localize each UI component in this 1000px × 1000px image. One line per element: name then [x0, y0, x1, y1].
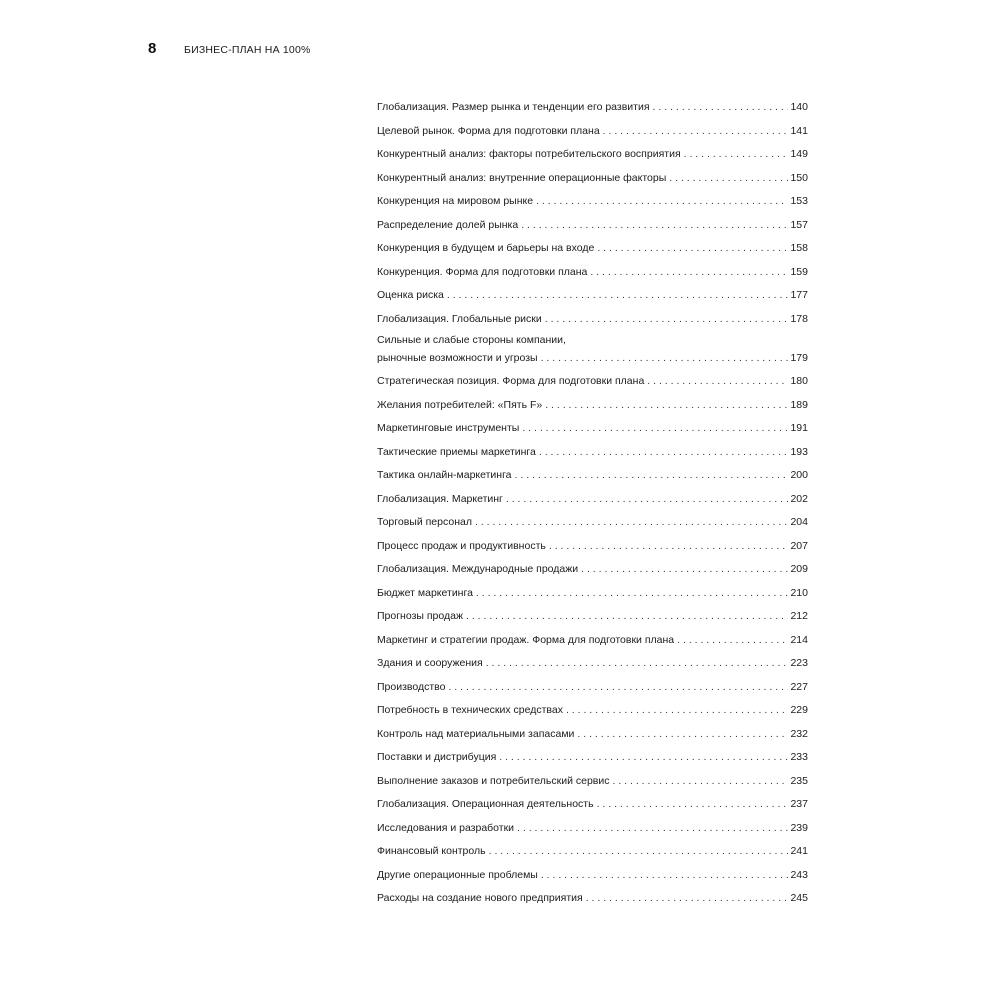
toc-entry-line [377, 676, 808, 700]
toc-entry [377, 331, 808, 370]
dot-leader [549, 535, 789, 559]
toc-entry [377, 723, 808, 747]
dot-leader [566, 699, 789, 723]
toc-entry-title: Торговый персонал [377, 516, 472, 528]
toc-entry-page-number: 241 [790, 845, 808, 857]
toc-entry-line [377, 120, 808, 144]
toc-entry-page-number: 200 [790, 469, 808, 481]
dot-leader [541, 864, 789, 888]
dot-leader [486, 652, 789, 676]
dot-leader [684, 143, 789, 167]
toc-entry-line [377, 96, 808, 120]
toc-entry [377, 605, 808, 629]
toc-entry-line [377, 261, 808, 285]
toc-entry-page-number: 227 [790, 680, 808, 693]
toc-entry-title: Оценка риска [377, 289, 444, 301]
toc-entry-line [377, 746, 808, 770]
toc-entry-line [377, 582, 808, 606]
dot-leader [466, 605, 788, 629]
toc-entry-page-number: 243 [790, 868, 808, 881]
dot-leader [475, 511, 789, 535]
toc-entry-line [377, 864, 808, 888]
dot-leader [489, 840, 789, 864]
toc-entry [377, 629, 808, 653]
toc-entry [377, 746, 808, 770]
toc-entry [377, 652, 808, 676]
dot-leader [499, 746, 788, 770]
toc-entry [377, 120, 808, 144]
toc-entry-line [377, 793, 808, 817]
toc-entry-title: Потребность в технических средствах [377, 704, 563, 716]
toc-entry-page-number: 232 [790, 727, 808, 740]
toc-entry-page-number: 140 [790, 101, 808, 113]
toc-entry [377, 261, 808, 285]
toc-entry-title: Процесс продаж и продуктивность [377, 539, 546, 552]
toc-entry-title: Маркетинг и стратегии продаж. Форма для подготовки плана [377, 633, 675, 646]
dot-leader [545, 308, 789, 332]
running-head [148, 40, 311, 60]
toc-entry [377, 793, 808, 817]
toc-entry-page-number: 158 [790, 242, 808, 254]
dot-leader [597, 237, 788, 261]
toc-entry-title: Распределение долей рынка [377, 218, 519, 231]
toc-entry-title: Маркетинговые инструменты [377, 422, 520, 434]
dot-leader [476, 582, 789, 606]
dot-leader [612, 770, 788, 794]
toc-entry [377, 370, 808, 394]
toc-entry-page-number: 159 [790, 265, 808, 278]
dot-leader [590, 261, 788, 285]
toc-entry-title: Тактика онлайн-маркетинга [377, 469, 512, 481]
toc-entry-line [377, 535, 808, 559]
toc-entry-page-number: 245 [790, 892, 808, 904]
dot-leader [517, 817, 788, 841]
table-of-contents [377, 96, 808, 911]
toc-entry-title: Финансовый контроль [377, 845, 486, 857]
toc-entry-title: рыночные возможности и угрозы [377, 351, 538, 364]
dot-leader [603, 120, 789, 144]
toc-entry-page-number: 153 [790, 195, 808, 207]
toc-entry [377, 817, 808, 841]
toc-entry-title: Желания потребителей: «Пять F» [377, 398, 543, 411]
toc-entry-page-number: 189 [790, 398, 808, 411]
toc-entry-title: Здания и сооружения [377, 657, 483, 669]
toc-entry [377, 887, 808, 911]
toc-entry [377, 511, 808, 535]
toc-entry-page-number: 237 [790, 798, 808, 810]
toc-entry-line [377, 143, 808, 167]
toc-entry-page-number: 157 [790, 218, 808, 231]
dot-leader [539, 441, 789, 465]
toc-entry-line [377, 723, 808, 747]
toc-entry-title: Бюджет маркетинга [377, 586, 473, 599]
toc-entry-page-number: 141 [790, 124, 808, 137]
toc-entry-line [377, 605, 808, 629]
toc-entry-page-number: 223 [790, 657, 808, 669]
toc-entry-title: Выполнение заказов и потребительский сервис [377, 774, 610, 787]
toc-entry-title: Исследования и разработки [377, 821, 515, 834]
dot-leader [448, 676, 788, 700]
toc-entry-line [377, 817, 808, 841]
toc-entry [377, 417, 808, 441]
toc-entry-line [377, 464, 808, 488]
toc-entry [377, 488, 808, 512]
toc-entry-line [377, 417, 808, 441]
dot-leader [521, 214, 788, 238]
toc-entry-page-number: 180 [790, 375, 808, 387]
toc-entry-line [377, 308, 808, 332]
toc-entry-line [377, 840, 808, 864]
toc-entry [377, 582, 808, 606]
dot-leader [653, 96, 789, 120]
toc-entry [377, 284, 808, 308]
toc-entry [377, 214, 808, 238]
toc-entry-line [377, 370, 808, 394]
toc-entry-page-number: 149 [790, 148, 808, 160]
toc-entry-title: Производство [377, 680, 446, 693]
toc-entry-page-number: 177 [790, 289, 808, 301]
toc-entry [377, 840, 808, 864]
toc-entry [377, 770, 808, 794]
toc-entry-line [377, 214, 808, 238]
dot-leader [586, 887, 789, 911]
toc-entry-page-number: 229 [790, 704, 808, 716]
toc-entry [377, 676, 808, 700]
toc-entry-line [377, 284, 808, 308]
toc-entry [377, 558, 808, 582]
toc-entry [377, 190, 808, 214]
toc-entry [377, 535, 808, 559]
toc-entry-page-number: 179 [790, 351, 808, 364]
toc-entry-page-number: 214 [790, 633, 808, 646]
dot-leader [545, 394, 788, 418]
toc-entry-line [377, 652, 808, 676]
toc-entry-line [377, 167, 808, 191]
toc-entry-page-number: 233 [790, 751, 808, 763]
toc-entry-page-number: 209 [790, 563, 808, 575]
toc-entry-title: Конкуренция в будущем и барьеры на входе [377, 242, 595, 254]
dot-leader [669, 167, 788, 191]
toc-entry-page-number: 191 [790, 422, 808, 434]
toc-entry [377, 237, 808, 261]
toc-entry-title: Конкурентный анализ: внутренние операционные факторы [377, 171, 667, 184]
toc-entry-title: Глобализация. Маркетинг [377, 492, 503, 505]
dot-leader [581, 558, 788, 582]
toc-entry-line [377, 190, 808, 214]
toc-entry-line [377, 394, 808, 418]
toc-entry [377, 143, 808, 167]
toc-entry-page-number: 210 [790, 586, 808, 599]
dot-leader [447, 284, 789, 308]
dot-leader [647, 370, 788, 394]
page-number: 8 [148, 40, 157, 57]
toc-entry [377, 464, 808, 488]
toc-entry-title: Другие операционные проблемы [377, 868, 538, 881]
toc-entry-title: Прогнозы продаж [377, 610, 463, 622]
toc-entry-page-number: 204 [790, 516, 808, 528]
toc-entry [377, 394, 808, 418]
toc-entry-page-number: 178 [790, 312, 808, 325]
dot-leader [577, 723, 788, 747]
toc-entry-page-number: 235 [790, 774, 808, 787]
toc-entry-title: Конкурентный анализ: факторы потребительского восприятия [377, 148, 681, 160]
toc-entry [377, 308, 808, 332]
toc-entry-title: Расходы на создание нового предприятия [377, 892, 583, 904]
toc-entry-line [377, 237, 808, 261]
toc-entry-title: Конкуренция на мировом рынке [377, 195, 534, 207]
toc-entry-title: Поставки и дистрибуция [377, 751, 497, 763]
toc-entry-page-number: 207 [790, 539, 808, 552]
book-title: БИЗНЕС-ПЛАН НА 100% [184, 44, 311, 56]
toc-entry-title: Целевой рынок. Форма для подготовки плана [377, 124, 600, 137]
dot-leader [536, 190, 788, 214]
dot-leader [677, 629, 788, 653]
toc-entry [377, 441, 808, 465]
toc-entry-page-number: 150 [790, 171, 808, 184]
toc-entry-title: Конкуренция. Форма для подготовки плана [377, 265, 588, 278]
toc-entry-page-number: 239 [790, 821, 808, 834]
dot-leader [541, 347, 789, 371]
toc-entry-line [377, 347, 808, 371]
dot-leader [522, 417, 788, 441]
dot-leader [597, 793, 789, 817]
toc-entry-line [377, 770, 808, 794]
toc-entry-page-number: 202 [790, 492, 808, 505]
toc-entry [377, 96, 808, 120]
toc-entry-line [377, 511, 808, 535]
dot-leader [515, 464, 789, 488]
toc-entry-line [377, 558, 808, 582]
toc-entry [377, 699, 808, 723]
toc-entry-title: Глобализация. Международные продажи [377, 563, 579, 575]
toc-entry-title-line1: Сильные и слабые стороны компании, [377, 334, 566, 346]
toc-entry-line [377, 699, 808, 723]
toc-entry [377, 167, 808, 191]
toc-entry-title: Глобализация. Размер рынка и тенденции его развития [377, 101, 650, 113]
toc-entry-title: Стратегическая позиция. Форма для подготовки плана [377, 375, 645, 387]
toc-entry-line [377, 887, 808, 911]
dot-leader [506, 488, 789, 512]
toc-entry-line [377, 488, 808, 512]
toc-entry-page-number: 193 [790, 445, 808, 458]
toc-entry-line [377, 629, 808, 653]
toc-entry-page-number: 212 [790, 610, 808, 622]
toc-entry-title: Глобализация. Глобальные риски [377, 312, 542, 325]
toc-entry-title: Глобализация. Операционная деятельность [377, 798, 594, 810]
toc-entry-title: Контроль над материальными запасами [377, 727, 575, 740]
toc-entry-title: Тактические приемы маркетинга [377, 445, 536, 458]
toc-entry-line [377, 441, 808, 465]
toc-entry [377, 864, 808, 888]
